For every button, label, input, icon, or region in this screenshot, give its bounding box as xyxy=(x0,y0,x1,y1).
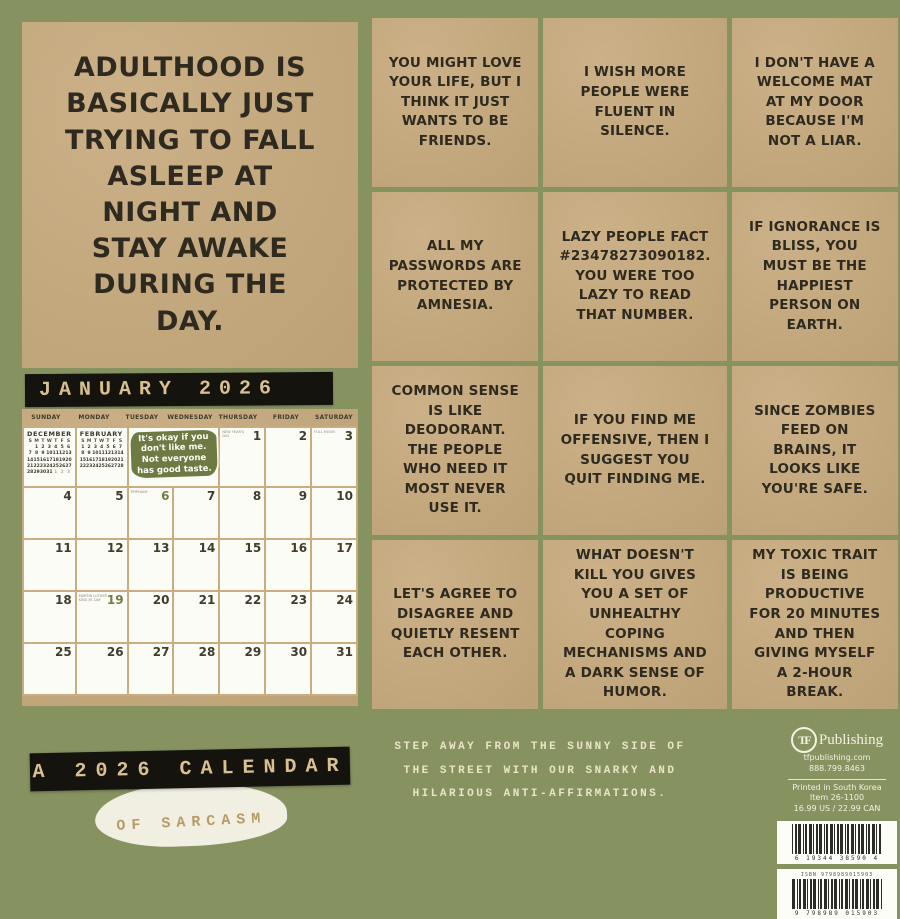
calendar-cell xyxy=(77,488,127,538)
date-number: 15 xyxy=(244,541,262,555)
day-header: MONDAY xyxy=(78,414,110,421)
mini-day-letter: T xyxy=(54,439,58,444)
mini-month-grid xyxy=(27,439,72,475)
publisher-divider xyxy=(788,779,886,780)
mini-date: 8 xyxy=(81,451,85,457)
isbn-bars xyxy=(781,879,893,909)
mini-day-letter: T xyxy=(106,439,110,444)
tagline-line: STEP AWAY FROM THE SUNNY SIDE OF xyxy=(394,741,686,753)
mini-date: 2 xyxy=(87,445,91,451)
mini-date: 7 xyxy=(28,451,32,457)
mini-date: 14 xyxy=(117,451,124,457)
barcode-bar xyxy=(819,824,822,854)
mini-date: 4 xyxy=(54,445,58,451)
date-number: 2 xyxy=(298,429,308,443)
mini-date: 26 xyxy=(59,463,66,469)
barcode-bar xyxy=(862,879,864,909)
publisher-name: Publishing xyxy=(818,731,884,748)
mini-day-letter: F xyxy=(60,439,64,444)
barcode-bar xyxy=(841,879,843,909)
calendar-cell xyxy=(174,488,218,538)
mini-date: 3 xyxy=(93,445,97,451)
calendar-cell-minimonth xyxy=(24,428,75,486)
barcode-bar xyxy=(876,879,879,909)
mini-date: 28 xyxy=(117,463,124,469)
mini-date: 14 xyxy=(27,457,34,463)
mini-date: 18 xyxy=(98,457,105,463)
mini-date: 3 xyxy=(47,445,51,451)
mini-day-letter: S xyxy=(81,439,85,444)
barcode-bar xyxy=(834,879,837,909)
date-number: 31 xyxy=(336,645,353,659)
date-number: 20 xyxy=(152,593,170,607)
calendar-cell xyxy=(266,488,310,538)
date-number: 10 xyxy=(336,489,353,503)
calendar-day-headers xyxy=(22,409,358,426)
mini-month-name: DECEMBER xyxy=(27,430,72,438)
quote-text: LET'S AGREE TO DISAGREE AND QUIETLY RESENT EACH OTHER. xyxy=(390,586,520,662)
price: 16.99 US / 22.99 CAN xyxy=(793,804,881,814)
paint-blob xyxy=(94,781,288,850)
barcode-bar xyxy=(868,824,870,854)
mini-day-letter: M xyxy=(86,439,92,444)
mini-date: 3 xyxy=(66,469,71,475)
barcode-bar xyxy=(845,879,848,909)
barcode-bar xyxy=(840,824,843,854)
mini-day-letter: S xyxy=(66,439,71,444)
date-number: 14 xyxy=(198,541,216,555)
mini-date: 12 xyxy=(104,451,112,457)
mini-date: 25 xyxy=(98,463,105,469)
quote-square xyxy=(543,540,726,709)
main-quote-text: ADULTHOOD IS BASICALLY JUST TRYING TO FALL ASLEEP AT NIGHT AND STAY AWAKE DURING THE DAY. xyxy=(65,52,315,337)
month-label: JANUARY 2026 xyxy=(38,377,280,402)
mini-date: 1 xyxy=(35,445,39,451)
mini-date: 28 xyxy=(27,469,34,475)
mini-date: 19 xyxy=(104,457,112,463)
mini-date: 13 xyxy=(111,451,118,457)
printed-in: Printed in South Korea xyxy=(792,782,882,792)
mini-date: 21 xyxy=(27,463,34,469)
barcode-bar xyxy=(839,879,840,909)
date-number: 4 xyxy=(63,489,72,503)
mini-day-letter: T xyxy=(41,439,45,444)
calendar-cell xyxy=(129,592,173,642)
quote-text: IF YOU FIND ME OFFENSIVE, THEN I SUGGEST YOU QUIT FINDING ME. xyxy=(560,412,710,488)
calendar-cell xyxy=(312,592,356,642)
tagline-line: THE STREET WITH OUR SNARKY AND xyxy=(403,764,677,777)
barcode-bar xyxy=(849,879,850,909)
barcode-bar xyxy=(824,824,825,854)
calendar-bottom-strip xyxy=(22,696,358,710)
barcode-bar xyxy=(809,824,812,854)
month-tape xyxy=(25,372,333,407)
barcode-bar xyxy=(818,879,819,909)
date-number: 5 xyxy=(115,489,124,503)
quote-square xyxy=(372,540,538,709)
mini-month-december xyxy=(27,430,72,475)
quote-square xyxy=(372,18,538,187)
mini-date: 22 xyxy=(33,463,40,469)
mini-date: 19 xyxy=(59,457,66,463)
barcode-bar xyxy=(813,824,814,854)
barcode-bar xyxy=(792,824,793,854)
calendar-cell xyxy=(77,644,127,694)
day-header: SUNDAY xyxy=(31,414,61,421)
mini-date: 15 xyxy=(33,457,40,463)
calendar-cell xyxy=(266,644,310,694)
holiday-annotation: EPIPHANY xyxy=(130,490,148,494)
barcode-bar xyxy=(792,879,795,909)
mini-date: 27 xyxy=(111,463,118,469)
quotes-grid xyxy=(372,18,898,709)
date-number: 21 xyxy=(198,593,216,607)
barcode-bar xyxy=(807,879,808,909)
mini-date: 5 xyxy=(106,445,110,451)
mini-date: 30 xyxy=(39,469,47,475)
barcode-bar xyxy=(795,824,797,854)
date-number: 22 xyxy=(244,593,262,607)
barcode-bar xyxy=(879,824,881,854)
calendar-cell xyxy=(312,488,356,538)
upc-bars xyxy=(781,824,893,854)
quote-text: SINCE ZOMBIES FEED ON BRAINS, IT LOOKS LIKE YOU'RE SAFE. xyxy=(754,402,876,497)
mini-day-letter: M xyxy=(34,439,39,444)
barcode-bar xyxy=(805,824,807,854)
calendar-cell xyxy=(24,592,75,642)
barcode-bar xyxy=(813,879,816,909)
quote-square xyxy=(543,18,726,187)
calendar-cell xyxy=(129,540,173,590)
publisher-logo-row xyxy=(776,727,898,753)
calendar-grid xyxy=(22,426,358,696)
tf-logo-icon: TF xyxy=(791,727,817,753)
barcode-bar xyxy=(855,824,856,854)
date-number: 26 xyxy=(106,645,124,659)
calendar-cell-note xyxy=(129,428,219,486)
barcode-bar xyxy=(810,879,812,909)
title-tape xyxy=(30,747,351,792)
mini-day-letter: T xyxy=(93,439,97,444)
mini-date: 27 xyxy=(65,463,72,469)
calendar-cell xyxy=(24,540,75,590)
calendar-cell xyxy=(312,644,356,694)
calendar-preview xyxy=(22,409,358,706)
calendar-cell xyxy=(220,488,264,538)
holiday-annotation: MARTIN LUTHER KING JR. DAY xyxy=(78,594,107,603)
publisher-block xyxy=(776,727,898,919)
calendar-cell xyxy=(266,592,310,642)
mini-date: 20 xyxy=(111,457,118,463)
barcode-bar xyxy=(872,824,875,854)
barcode-bar xyxy=(834,824,835,854)
barcode-bar xyxy=(831,879,833,909)
barcode-bar xyxy=(826,824,828,854)
mini-date: 7 xyxy=(118,445,123,451)
barcode-bar xyxy=(866,824,867,854)
isbn-barcode xyxy=(777,869,897,919)
calendar-cell xyxy=(174,540,218,590)
calendar-cell xyxy=(220,644,264,694)
barcode-bar xyxy=(830,824,833,854)
date-number: 17 xyxy=(336,541,353,555)
calendar-cell xyxy=(174,644,218,694)
barcode-bar xyxy=(860,879,861,909)
mini-date: 9 xyxy=(41,451,45,457)
barcode-bar xyxy=(866,879,869,909)
calendar-cell-minimonth xyxy=(77,428,127,486)
date-number: 6 xyxy=(161,489,170,503)
date-number: 28 xyxy=(198,645,216,659)
calendar-cell xyxy=(24,488,75,538)
barcode-bar xyxy=(803,879,806,909)
quote-square xyxy=(543,366,726,535)
barcode-bar xyxy=(858,824,860,854)
mini-day-letter: W xyxy=(99,439,105,444)
quote-text: LAZY PEOPLE FACT #23478273090182. YOU WERE TOO LAZY TO READ THAT NUMBER. xyxy=(559,228,711,323)
calendar-cell xyxy=(312,428,356,486)
isbn-digits: 9 798989 015903 xyxy=(794,909,880,917)
calendar-cell xyxy=(129,488,173,538)
mini-date: 22 xyxy=(79,463,86,469)
mini-date: 26 xyxy=(104,463,112,469)
mini-month-name: FEBRUARY xyxy=(79,430,123,438)
calendar-cell xyxy=(266,428,310,486)
mini-date: 10 xyxy=(92,451,99,457)
barcode-bar xyxy=(820,879,822,909)
barcode-bar xyxy=(861,824,864,854)
mini-date: 1 xyxy=(54,469,58,475)
quote-square xyxy=(372,366,538,535)
date-number: 24 xyxy=(336,593,353,607)
barcode-bar xyxy=(881,879,882,909)
mini-date: 11 xyxy=(52,451,59,457)
mini-date: 9 xyxy=(87,451,91,457)
calendar-cell xyxy=(312,540,356,590)
quote-text: COMMON SENSE IS LIKE DEODORANT. THE PEOPLE WHO NEED IT MOST NEVER USE IT. xyxy=(391,383,519,517)
quote-text: I WISH MORE PEOPLE WERE FLUENT IN SILENCE. xyxy=(580,64,690,140)
calendar-cell xyxy=(77,540,127,590)
mini-day-letter: F xyxy=(112,439,116,444)
date-number: 8 xyxy=(252,489,262,503)
date-number: 18 xyxy=(55,593,72,607)
barcode-bar xyxy=(816,824,818,854)
holiday-annotation: NEW YEAR'S DAY xyxy=(222,430,245,439)
date-number: 25 xyxy=(55,645,72,659)
mini-date: 15 xyxy=(79,457,86,463)
mini-month-grid xyxy=(80,439,124,469)
quote-text: WHAT DOESN'T KILL YOU GIVES YOU A SET OF UNHEALTHY COPING MECHANISMS AND A DARK SENSE OF HUMOR. xyxy=(563,547,707,701)
mini-date: 1 xyxy=(81,445,85,451)
mini-date: 4 xyxy=(100,445,104,451)
barcode-bar xyxy=(855,879,858,909)
mini-date: 23 xyxy=(85,463,93,469)
mini-date: 2 xyxy=(60,469,64,475)
tagline-line: HILARIOUS ANTI-AFFIRMATIONS. xyxy=(412,788,668,801)
holiday-annotation: FULL MOON xyxy=(314,430,335,434)
mini-date: 20 xyxy=(65,457,72,463)
calendar-cell xyxy=(220,428,264,486)
mini-date: 31 xyxy=(46,469,53,475)
quote-text: MY TOXIC TRAIT IS BEING PRODUCTIVE FOR 20 MINUTES AND THEN GIVING MYSELF A 2-HOUR BREAK. xyxy=(749,547,881,701)
day-header: TUESDAY xyxy=(125,414,159,421)
date-number: 27 xyxy=(152,645,170,659)
quote-square xyxy=(732,540,898,709)
date-number: 7 xyxy=(206,489,216,503)
mini-date: 17 xyxy=(92,457,99,463)
publisher-website: tfpublishing.com xyxy=(803,753,871,762)
item-number: Item 26-1100 xyxy=(809,793,865,803)
upc-digits: 6 19344 38590 4 xyxy=(794,854,880,862)
quote-text: ALL MY PASSWORDS ARE PROTECTED BY AMNESIA. xyxy=(388,238,522,314)
date-number: 1 xyxy=(252,429,262,443)
quote-text: I DON'T HAVE A WELCOME MAT AT MY DOOR BECAUSE I'M NOT A LIAR. xyxy=(754,54,875,149)
mini-day-letter: S xyxy=(28,439,32,444)
barcode-bar xyxy=(847,824,849,854)
barcode-bar xyxy=(828,879,829,909)
publisher-phone: 888.799.8463 xyxy=(809,763,865,773)
calendar-cell xyxy=(174,592,218,642)
mini-date: 13 xyxy=(65,451,72,457)
mini-date: 29 xyxy=(33,469,40,475)
mini-date: 24 xyxy=(92,463,99,469)
calendar-cell xyxy=(129,644,173,694)
date-number: 23 xyxy=(290,593,308,607)
date-number: 3 xyxy=(344,429,353,443)
date-number: 16 xyxy=(290,541,308,555)
barcode-bar xyxy=(870,879,871,909)
quote-square xyxy=(732,18,898,187)
date-number: 29 xyxy=(244,645,262,659)
mini-date: 16 xyxy=(85,457,93,463)
subtitle-sarcasm: OF SARCASM xyxy=(116,809,267,835)
barcode-bar xyxy=(852,879,854,909)
mini-date: 6 xyxy=(66,445,71,451)
calendar-cell xyxy=(266,540,310,590)
barcode-bar xyxy=(803,824,804,854)
barcode-bar xyxy=(851,824,854,854)
date-number: 13 xyxy=(152,541,170,555)
mini-date: 12 xyxy=(59,451,66,457)
quote-square xyxy=(732,366,898,535)
title-tape-label: A 2026 CALENDAR xyxy=(32,754,348,784)
mini-date: 18 xyxy=(52,457,59,463)
day-header: FRIDAY xyxy=(272,414,300,421)
mini-date: 11 xyxy=(98,451,105,457)
mini-day-letter: W xyxy=(46,439,52,444)
mini-date: 21 xyxy=(117,457,124,463)
date-number: 12 xyxy=(106,541,124,555)
date-number: 9 xyxy=(298,489,308,503)
quote-square xyxy=(732,192,898,361)
mini-date: 16 xyxy=(39,457,47,463)
quote-square xyxy=(372,192,538,361)
tagline xyxy=(372,736,708,807)
mini-month-february xyxy=(80,430,124,469)
day-header: THURSDAY xyxy=(218,414,258,421)
quote-text: IF IGNORANCE IS BLISS, YOU MUST BE THE HAPPIEST PERSON ON EARTH. xyxy=(749,218,881,333)
barcode-bar xyxy=(837,824,839,854)
quote-square xyxy=(543,192,726,361)
isbn-label: ISBN 9798989015903 xyxy=(800,871,874,878)
mini-day-letter: S xyxy=(118,439,123,444)
barcode-bar xyxy=(873,879,875,909)
quote-text: YOU MIGHT LOVE YOUR LIFE, BUT I THINK IT JUST WANTS TO BE FRIENDS. xyxy=(388,54,522,149)
mini-date: 10 xyxy=(46,451,53,457)
day-header: WEDNESDAY xyxy=(167,414,213,421)
sticky-note xyxy=(130,430,217,479)
barcode-bar xyxy=(799,879,801,909)
mini-date: 24 xyxy=(46,463,53,469)
barcode-bar xyxy=(824,879,827,909)
calendar-cell xyxy=(77,592,127,642)
mini-date: 6 xyxy=(112,445,116,451)
day-header: SATURDAY xyxy=(315,414,353,421)
barcode-bar xyxy=(797,879,798,909)
barcode-bar xyxy=(798,824,801,854)
mini-date: 5 xyxy=(60,445,64,451)
mini-date: 8 xyxy=(35,451,39,457)
mini-date: 2 xyxy=(41,445,45,451)
date-number: 30 xyxy=(290,645,308,659)
upc-barcode xyxy=(777,821,897,864)
barcode-bar xyxy=(845,824,846,854)
calendar-cell xyxy=(24,644,75,694)
barcode-bar xyxy=(876,824,877,854)
mini-date: 23 xyxy=(39,463,47,469)
mini-date: 25 xyxy=(52,463,59,469)
main-quote-square xyxy=(22,22,358,368)
date-number: 19 xyxy=(106,593,124,607)
calendar-cell xyxy=(220,540,264,590)
mini-date: 17 xyxy=(46,457,53,463)
calendar-cell xyxy=(220,592,264,642)
note-text: It's okay if you don't like me. Not everyone has good taste. xyxy=(136,431,212,476)
date-number: 11 xyxy=(55,541,72,555)
